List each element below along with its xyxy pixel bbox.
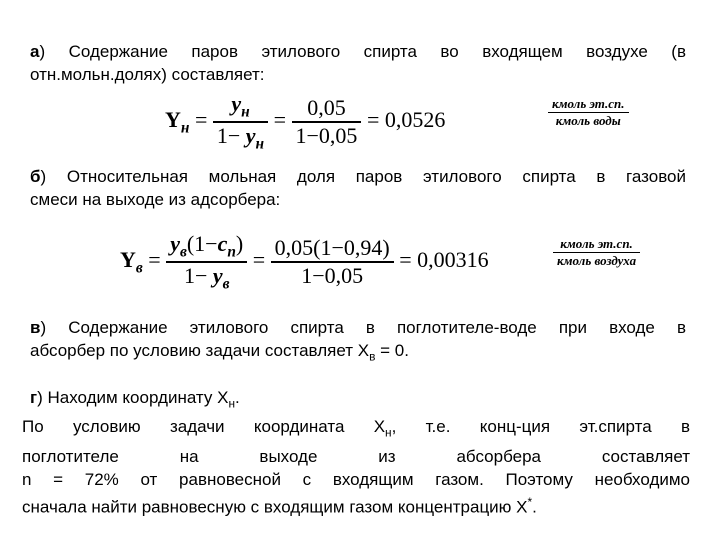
section-a bbox=[30, 40, 686, 86]
section-b-line-1: б) Относительная мольная доля паров этилового спирта в газовой bbox=[30, 167, 686, 186]
formula-b-lhs: $Y_в$ bbox=[120, 247, 143, 277]
formula-b: $Y_в$ = $\frac{y_в(1-c_п)}{1- y_в}$ = $\frac{0,05(1-0,94)}{1-0,05}$ = 0,00316 bbox=[120, 231, 489, 293]
section-d-line-3: поглотителе на выходе из абсорбера составляет bbox=[22, 446, 690, 466]
section-c-marker: в bbox=[30, 318, 41, 337]
section-b-marker: б bbox=[30, 167, 41, 186]
section-a-line-1: а) Содержание паров этилового спирта во входящем воздухе (в bbox=[30, 42, 686, 61]
formula-a-fraction-1: $\frac{y_н}{1- y_н}$ bbox=[213, 91, 268, 153]
formula-a-unit: $\frac{\text{кмоль эт.сп.}}{\text{кмоль воды}}$ bbox=[548, 96, 629, 129]
section-b-line-2: смеси на выходе из адсорбера: bbox=[30, 190, 281, 209]
formula-a-result: 0,0526 bbox=[384, 107, 446, 133]
section-c bbox=[30, 316, 686, 368]
section-b bbox=[30, 165, 686, 211]
section-d-marker: г bbox=[30, 388, 38, 407]
section-d-line-4: n = 72% от равновесной с входящим газом. Поэтому необходимо bbox=[22, 469, 690, 489]
formula-b-fraction-1: $\frac{y_в(1-c_п)}{1- y_в}$ bbox=[166, 231, 247, 293]
section-c-line-2: абсорбер по условию задачи составляет $Х_в = 0$. bbox=[30, 341, 409, 364]
section-c-line-1: в) Содержание этилового спирта в поглотителе-воде при входе в bbox=[30, 318, 686, 337]
formula-a: $Y_н$ = $\frac{y_н}{1- y_н}$ = $\frac{0,05}{1-0,05}$ = 0,0526 bbox=[165, 91, 446, 153]
formula-b-fraction-2: $\frac{0,05(1-0,94)}{1-0,05}$ bbox=[271, 235, 394, 289]
section-d-line-1: г) Находим координату $Х_н$. bbox=[30, 388, 240, 411]
section-d-line-2: По условию задачи координата $Х_н$, т.е. конц-ция эт.спирта в bbox=[22, 417, 690, 440]
section-a-line-2: отн.мольн.долях) составляет: bbox=[30, 65, 265, 84]
section-d-line-5: сначала найти равновесную с входящим газом концентрацию Х*. bbox=[22, 494, 537, 517]
formula-a-lhs: $Y_н$ bbox=[165, 107, 190, 137]
section-d bbox=[22, 386, 690, 518]
formula-b-result: 0,00316 bbox=[417, 247, 489, 273]
formula-b-unit: $\frac{\text{кмоль эт.сп.}}{\text{кмоль воздуха}}$ bbox=[553, 236, 640, 269]
formula-a-fraction-2: $\frac{0,05}{1-0,05}$ bbox=[292, 95, 362, 149]
section-a-marker: а bbox=[30, 42, 40, 61]
